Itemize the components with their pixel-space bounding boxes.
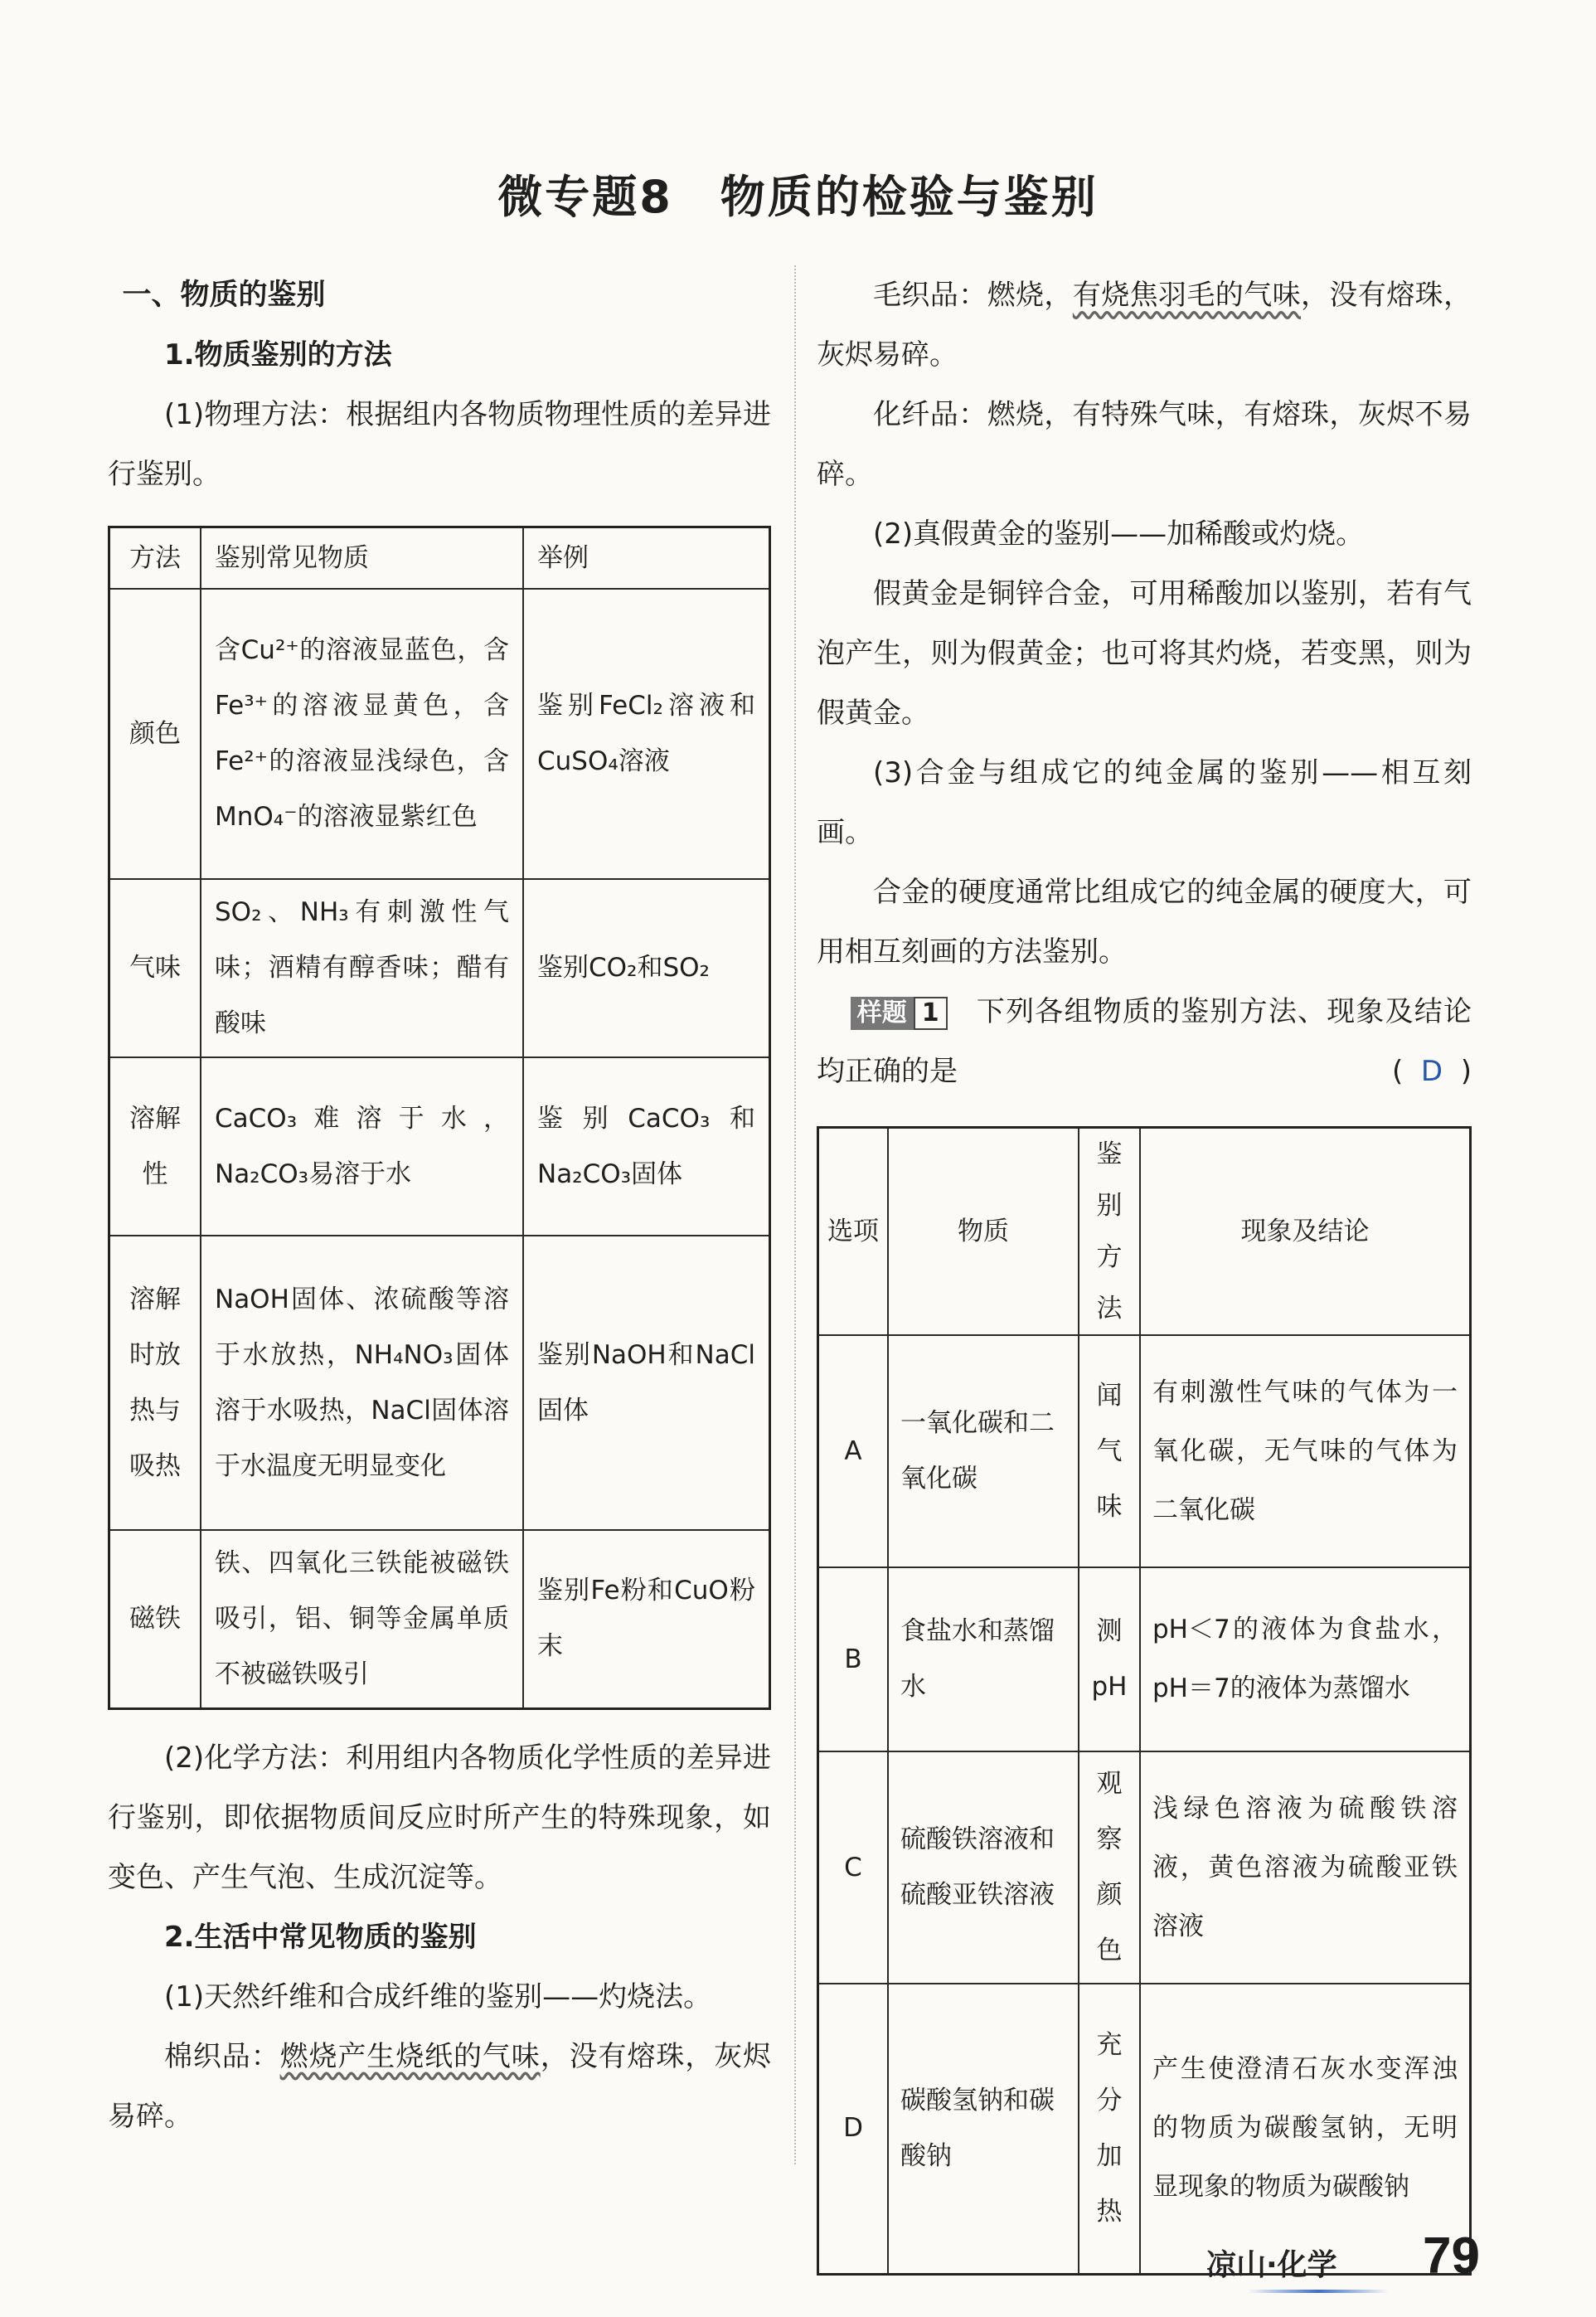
left-column [108,265,771,2146]
table-cell: D [818,1984,889,2274]
table-cell: 溶解性 [109,1057,201,1236]
answer-bracket [1358,1042,1472,1101]
table-cell: NaOH固体、浓硫酸等溶于水放热，NH₄NO₃固体溶于水吸热，NaCl固体溶于水温度无明显变化 [201,1236,523,1530]
table-cell: 闻气味 [1079,1335,1140,1567]
table-cell: 浅绿色溶液为硫酸铁溶液，黄色溶液为硫酸亚铁溶液 [1140,1751,1471,1984]
table-cell: 食盐水和蒸馏水 [888,1567,1079,1751]
table-cell: 气味 [109,879,201,1057]
table-header: 方法 [109,527,201,590]
table-cell: 一氧化碳和二氧化碳 [888,1335,1079,1567]
table-row [109,1530,770,1708]
sample-number: 1 [914,997,948,1030]
table-cell: 鉴别Fe粉和CuO粉末 [523,1530,770,1708]
table-header: 选项 [818,1128,889,1336]
physical-methods-table [108,526,771,1710]
table-cell: CaCO₃难溶于水，Na₂CO₃易溶于水 [201,1057,523,1236]
table-cell: 充分加热 [1079,1984,1140,2274]
table-header: 现象及结论 [1140,1128,1471,1336]
sample-label: 样题 [851,997,914,1030]
table-cell: B [818,1567,889,1751]
table-cell: 鉴别CO₂和SO₂ [523,879,770,1057]
table-cell: 含Cu²⁺的溶液显蓝色，含Fe³⁺的溶液显黄色，含Fe²⁺的溶液显浅绿色，含MnO₄⁻的溶液显紫红色 [201,589,523,879]
table-cell: SO₂、NH₃有刺激性气味；酒精有醇香味；醋有酸味 [201,879,523,1057]
column-divider [794,265,796,2164]
table-cell: 颜色 [109,589,201,879]
table-row [109,1236,770,1530]
table-row [818,1335,1471,1567]
table-cell: 碳酸氢钠和碳酸钠 [888,1984,1079,2274]
table-cell: 鉴别CaCO₃和Na₂CO₃固体 [523,1057,770,1236]
table-cell: 铁、四氧化三铁能被磁铁吸引，铝、铜等金属单质不被磁铁吸引 [201,1530,523,1708]
page-number: 79 [1423,2227,1480,2285]
paragraph [108,2027,771,2146]
paren-close: ) [1460,1055,1472,1088]
emphasis-text: 有烧焦羽毛的气味 [1072,279,1302,312]
footer-accent-line [1248,2290,1389,2293]
page-footer [1206,2227,1480,2293]
paragraph: 化纤品：燃烧，有特殊气味，有熔珠，灰烬不易碎。 [817,398,1472,491]
paragraph: (3)合金与组成它的纯金属的鉴别——相互刻画。 [817,756,1472,849]
table-cell: C [818,1751,889,1984]
table-cell: 硫酸铁溶液和硫酸亚铁溶液 [888,1751,1079,1984]
page-title: 微专题8 物质的检验与鉴别 [497,171,1099,223]
section-heading: 一、物质的鉴别 [122,279,326,312]
table-row [109,589,770,879]
paragraph: 假黄金是铜锌合金，可用稀酸加以鉴别，若有气泡产生，则为假黄金；也可将其灼烧，若变黑，则为假黄金。 [817,577,1472,730]
table-header-row [109,527,770,590]
table-row [109,879,770,1057]
paragraph: (2)真假黄金的鉴别——加稀酸或灼烧。 [873,517,1365,551]
table-row [818,1567,1471,1751]
paren-open: ( [1392,1055,1404,1088]
text-span: ，没有熔珠，灰烬易碎。 [817,279,1472,372]
sample-options-table [817,1126,1472,2276]
subsection-heading: 2.生活中常见物质的鉴别 [164,1920,477,1954]
table-cell: 磁铁 [109,1530,201,1708]
subsection-heading: 1.物质鉴别的方法 [164,338,392,372]
table-cell: pH＜7的液体为食盐水，pH＝7的液体为蒸馏水 [1140,1567,1471,1751]
table-header: 鉴别方法 [1079,1128,1140,1336]
table-cell: A [818,1335,889,1567]
table-row [818,1751,1471,1984]
table-header-row [818,1128,1471,1336]
paragraph: 合金的硬度通常比组成它的纯金属的硬度大，可用相互刻画的方法鉴别。 [817,876,1472,969]
text-span: 毛织品：燃烧， [873,279,1073,312]
answer-text: D [1420,1055,1443,1088]
question-text: 下列各组物质的鉴别方法、现象及结论均正确的是 [817,995,1472,1088]
sample-question [817,982,1472,1101]
table-cell: 鉴别NaOH和NaCl固体 [523,1236,770,1530]
table-cell: 产生使澄清石灰水变浑浊的物质为碳酸氢钠，无明显现象的物质为碳酸钠 [1140,1984,1471,2274]
table-cell: 鉴别FeCl₂溶液和CuSO₄溶液 [523,589,770,879]
table-header: 物质 [888,1128,1079,1336]
footer-label: 凉山·化学 [1206,2248,1337,2282]
text-span: ，没有熔珠，灰烬易碎。 [108,2039,772,2133]
paragraph: (1)物理方法：根据组内各物质物理性质的差异进行鉴别。 [108,398,771,491]
paragraph: (1)天然纤维和合成纤维的鉴别——灼烧法。 [164,1979,712,2013]
table-row [109,1057,770,1236]
table-header: 举例 [523,527,770,590]
table-cell: 有刺激性气味的气体为一氧化碳，无气味的气体为二氧化碳 [1140,1335,1471,1567]
paragraph [817,265,1472,385]
paragraph: (2)化学方法：利用组内各物质化学性质的差异进行鉴别，即依据物质间反应时所产生的特殊现象，如变色、产生气泡、生成沉淀等。 [108,1741,771,1894]
table-header: 鉴别常见物质 [201,527,523,590]
table-cell: 观察颜色 [1079,1751,1140,1984]
emphasis-text: 燃烧产生烧纸的气味 [279,2039,541,2073]
table-cell: 测pH [1079,1567,1140,1751]
text-span: 棉织品： [164,2039,280,2073]
right-column [817,265,1472,2276]
table-cell: 溶解时放热与吸热 [109,1236,201,1530]
